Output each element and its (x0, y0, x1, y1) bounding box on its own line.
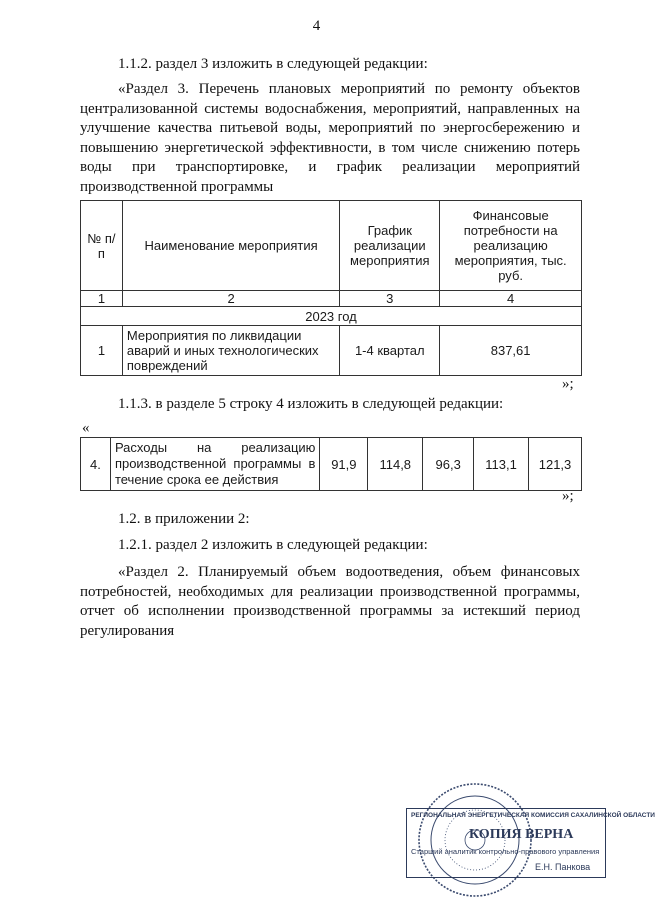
header-num: № п/п (81, 201, 123, 291)
paragraph-1-1-2: 1.1.2. раздел 3 изложить в следующей редакции: (118, 56, 428, 72)
paragraph-1-2-1: 1.2.1. раздел 2 изложить в следующей редакции: (118, 537, 428, 553)
colnum-1: 1 (81, 291, 123, 307)
header-schedule: График реализации мероприятия (340, 201, 440, 291)
row4-value-1: 91,9 (320, 438, 368, 491)
stamp-name: Е.Н. Панкова (535, 862, 591, 872)
year-cell: 2023 год (81, 307, 582, 326)
table-section-3 (80, 200, 582, 376)
table-colnum-row (81, 291, 582, 307)
table-year-row (81, 307, 582, 326)
row-num: 1 (81, 326, 123, 376)
stamp-position: Старший аналитик контрольно-правового управления (411, 847, 600, 856)
paragraph-1-1-3: 1.1.3. в разделе 5 строку 4 изложить в следующей редакции: (118, 396, 504, 412)
row4-value-3: 96,3 (423, 438, 474, 491)
row-schedule: 1-4 квартал (340, 326, 440, 376)
row-amount: 837,61 (440, 326, 582, 376)
close-quote-2: »; (562, 488, 574, 504)
section-2-heading: «Раздел 2. Планируемый объем водоотведения, объем финансовых потребностей, необходимых для реализации производственной программы, отчет об исполнении производственной программы за истекший период регулирования (80, 564, 580, 639)
stamp-org: РЕГИОНАЛЬНАЯ ЭНЕРГЕТИЧЕСКАЯ КОМИССИЯ САХАЛИНСКОЙ ОБЛАСТИ (411, 812, 655, 819)
paragraph-1-2: 1.2. в приложении 2: (118, 511, 250, 527)
table-row (81, 438, 582, 491)
row4-value-4: 113,1 (474, 438, 529, 491)
header-finance: Финансовые потребности на реализацию мероприятия, тыс. руб. (440, 201, 582, 291)
row4-value-5: 121,3 (529, 438, 582, 491)
header-name: Наименование мероприятия (122, 201, 339, 291)
colnum-3: 3 (340, 291, 440, 307)
row4-value-2: 114,8 (368, 438, 423, 491)
certification-stamp (406, 808, 655, 878)
row4-name: Расходы на реализацию производственной программы в течение срока ее действия (110, 438, 319, 491)
open-quote: « (82, 420, 90, 436)
colnum-4: 4 (440, 291, 582, 307)
page-number: 4 (312, 18, 321, 34)
row-name: Мероприятия по ликвидации аварий и иных технологических повреждений (122, 326, 339, 376)
section-3-heading: «Раздел 3. Перечень плановых мероприятий по ремонту объектов централизованной системы водоснабжения, мероприятий, направленных на улучшение качества питьевой воды, мероприятий по энергосбережению и повышению энергетической эффективности, в том числе снижению потерь воды при транспортировке, и график реализации мероприятий производственной программы (80, 81, 580, 195)
table-section-5-row-4 (80, 437, 582, 491)
stamp-title: КОПИЯ ВЕРНА (469, 827, 574, 842)
colnum-2: 2 (122, 291, 339, 307)
table-header-row (81, 201, 582, 291)
table-row (81, 326, 582, 376)
close-quote-1: »; (562, 376, 574, 392)
row4-num: 4. (81, 438, 111, 491)
